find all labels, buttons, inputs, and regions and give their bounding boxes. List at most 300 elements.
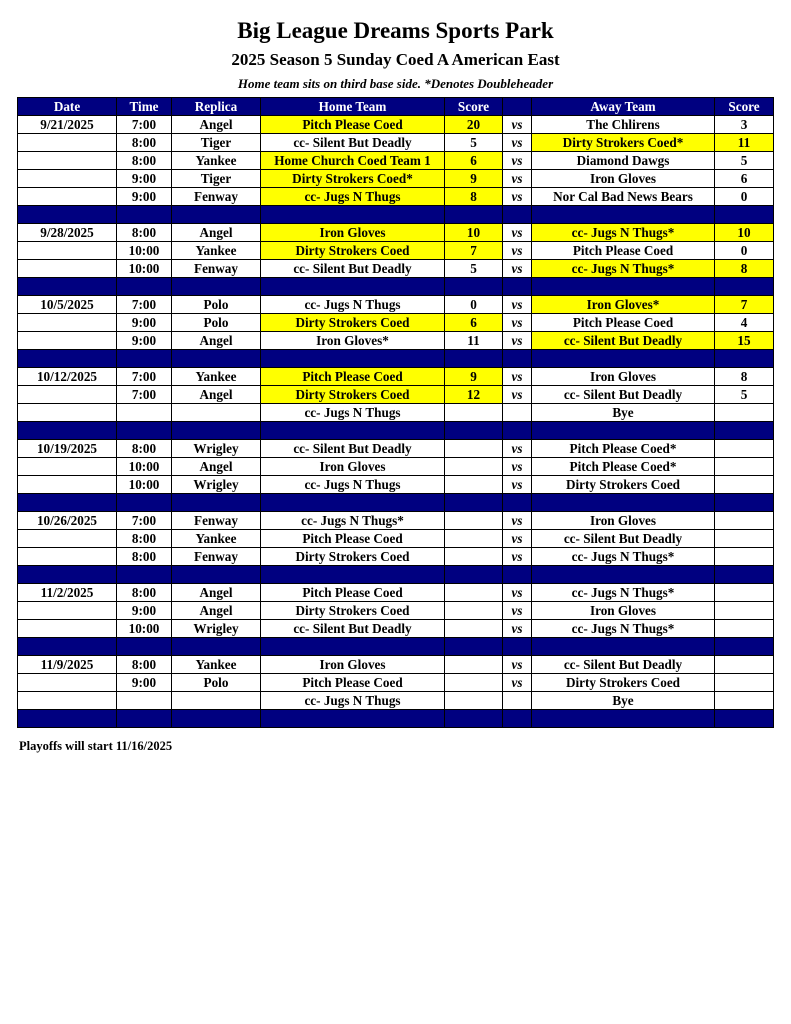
separator-cell — [445, 278, 503, 296]
home-score-cell — [445, 548, 503, 566]
away-team-cell: cc- Silent But Deadly — [532, 656, 715, 674]
replica-cell: Fenway — [172, 512, 261, 530]
table-row — [18, 368, 774, 386]
vs-cell: vs — [503, 260, 532, 278]
away-team-cell: Iron Gloves — [532, 170, 715, 188]
time-cell: 8:00 — [117, 152, 172, 170]
home-team-cell: Pitch Please Coed — [261, 116, 445, 134]
replica-cell — [172, 404, 261, 422]
away-score-cell — [715, 548, 774, 566]
vs-cell: vs — [503, 116, 532, 134]
date-cell — [18, 170, 117, 188]
separator-cell — [503, 206, 532, 224]
home-score-cell — [445, 512, 503, 530]
separator-cell — [18, 566, 117, 584]
separator-cell — [503, 638, 532, 656]
away-score-cell — [715, 440, 774, 458]
away-score-cell — [715, 512, 774, 530]
separator-cell — [715, 278, 774, 296]
separator-cell — [18, 350, 117, 368]
vs-cell: vs — [503, 656, 532, 674]
away-team-cell: cc- Jugs N Thugs* — [532, 260, 715, 278]
home-team-cell: Pitch Please Coed — [261, 368, 445, 386]
table-row — [18, 584, 774, 602]
separator-cell — [117, 206, 172, 224]
vs-cell: vs — [503, 620, 532, 638]
replica-cell: Angel — [172, 116, 261, 134]
home-team-cell: Home Church Coed Team 1 — [261, 152, 445, 170]
home-score-cell: 0 — [445, 296, 503, 314]
separator-cell — [503, 350, 532, 368]
home-team-cell: Iron Gloves — [261, 656, 445, 674]
separator-cell — [445, 566, 503, 584]
time-cell: 10:00 — [117, 242, 172, 260]
replica-cell: Angel — [172, 386, 261, 404]
home-team-cell: cc- Jugs N Thugs — [261, 188, 445, 206]
separator-cell — [172, 566, 261, 584]
header-row — [18, 98, 774, 116]
replica-cell: Angel — [172, 458, 261, 476]
away-team-cell: Bye — [532, 692, 715, 710]
separator-cell — [261, 494, 445, 512]
separator-cell — [532, 566, 715, 584]
away-team-cell: cc- Silent But Deadly — [532, 530, 715, 548]
replica-cell: Polo — [172, 296, 261, 314]
away-score-cell: 3 — [715, 116, 774, 134]
away-team-cell: cc- Silent But Deadly — [532, 386, 715, 404]
away-score-cell: 6 — [715, 170, 774, 188]
date-cell — [18, 530, 117, 548]
date-cell — [18, 602, 117, 620]
date-cell: 10/5/2025 — [18, 296, 117, 314]
date-cell — [18, 458, 117, 476]
away-team-cell: cc- Silent But Deadly — [532, 332, 715, 350]
vs-cell — [503, 404, 532, 422]
away-team-cell: Iron Gloves — [532, 512, 715, 530]
time-cell — [117, 404, 172, 422]
separator-cell — [445, 350, 503, 368]
vs-cell: vs — [503, 548, 532, 566]
vs-cell: vs — [503, 188, 532, 206]
away-team-cell: Pitch Please Coed* — [532, 458, 715, 476]
time-cell: 7:00 — [117, 116, 172, 134]
time-cell: 7:00 — [117, 386, 172, 404]
time-cell: 8:00 — [117, 224, 172, 242]
separator-cell — [18, 422, 117, 440]
table-row — [18, 242, 774, 260]
date-cell: 10/26/2025 — [18, 512, 117, 530]
table-row — [18, 530, 774, 548]
separator-cell — [117, 566, 172, 584]
date-cell — [18, 314, 117, 332]
time-cell: 10:00 — [117, 260, 172, 278]
home-score-cell: 8 — [445, 188, 503, 206]
separator-cell — [117, 350, 172, 368]
separator-cell — [18, 638, 117, 656]
separator-cell — [503, 422, 532, 440]
date-cell — [18, 386, 117, 404]
separator-cell — [261, 710, 445, 728]
separator-cell — [172, 638, 261, 656]
week-separator — [18, 710, 774, 728]
home-team-cell: Dirty Strokers Coed — [261, 548, 445, 566]
home-team-cell: Pitch Please Coed — [261, 584, 445, 602]
table-row — [18, 134, 774, 152]
page-note: Home team sits on third base side. *Denotes Doubleheader — [237, 76, 554, 91]
table-row — [18, 512, 774, 530]
table-row — [18, 458, 774, 476]
table-row — [18, 404, 774, 422]
away-score-cell: 8 — [715, 260, 774, 278]
table-row — [18, 620, 774, 638]
time-cell: 9:00 — [117, 314, 172, 332]
date-cell — [18, 152, 117, 170]
home-team-cell: cc- Jugs N Thugs — [261, 692, 445, 710]
home-score-cell — [445, 674, 503, 692]
time-cell: 7:00 — [117, 296, 172, 314]
time-cell: 9:00 — [117, 674, 172, 692]
replica-cell: Yankee — [172, 368, 261, 386]
table-row — [18, 548, 774, 566]
time-cell: 8:00 — [117, 656, 172, 674]
date-cell: 11/9/2025 — [18, 656, 117, 674]
away-score-cell: 5 — [715, 152, 774, 170]
table-row — [18, 602, 774, 620]
replica-cell: Fenway — [172, 260, 261, 278]
table-row — [18, 188, 774, 206]
separator-cell — [445, 638, 503, 656]
separator-cell — [18, 710, 117, 728]
vs-cell: vs — [503, 440, 532, 458]
col-home-score: Score — [445, 98, 503, 116]
time-cell — [117, 692, 172, 710]
separator-cell — [532, 638, 715, 656]
replica-cell: Yankee — [172, 656, 261, 674]
col-home-team: Home Team — [261, 98, 445, 116]
away-score-cell — [715, 530, 774, 548]
date-cell — [18, 188, 117, 206]
table-row — [18, 170, 774, 188]
away-score-cell — [715, 602, 774, 620]
vs-cell: vs — [503, 386, 532, 404]
time-cell: 8:00 — [117, 584, 172, 602]
date-cell — [18, 620, 117, 638]
away-score-cell — [715, 620, 774, 638]
vs-cell: vs — [503, 134, 532, 152]
away-team-cell: Pitch Please Coed — [532, 314, 715, 332]
time-cell: 7:00 — [117, 512, 172, 530]
replica-cell: Polo — [172, 314, 261, 332]
vs-cell: vs — [503, 242, 532, 260]
away-score-cell: 5 — [715, 386, 774, 404]
time-cell: 9:00 — [117, 332, 172, 350]
away-score-cell: 0 — [715, 242, 774, 260]
schedule-table — [17, 97, 774, 728]
time-cell: 8:00 — [117, 530, 172, 548]
separator-cell — [18, 494, 117, 512]
week-separator — [18, 350, 774, 368]
home-team-cell: Iron Gloves — [261, 224, 445, 242]
table-row — [18, 674, 774, 692]
vs-cell: vs — [503, 368, 532, 386]
replica-cell: Fenway — [172, 548, 261, 566]
home-score-cell — [445, 458, 503, 476]
home-score-cell: 11 — [445, 332, 503, 350]
separator-cell — [172, 710, 261, 728]
time-cell: 9:00 — [117, 188, 172, 206]
home-team-cell: cc- Silent But Deadly — [261, 260, 445, 278]
date-cell: 10/12/2025 — [18, 368, 117, 386]
separator-cell — [261, 638, 445, 656]
separator-cell — [261, 206, 445, 224]
home-score-cell: 9 — [445, 170, 503, 188]
away-score-cell: 10 — [715, 224, 774, 242]
table-row — [18, 296, 774, 314]
time-cell: 9:00 — [117, 602, 172, 620]
date-cell — [18, 674, 117, 692]
home-team-cell: Iron Gloves* — [261, 332, 445, 350]
away-score-cell: 4 — [715, 314, 774, 332]
replica-cell: Angel — [172, 332, 261, 350]
home-team-cell: Dirty Strokers Coed* — [261, 170, 445, 188]
vs-cell: vs — [503, 170, 532, 188]
page-subtitle: 2025 Season 5 Sunday Coed A American East — [231, 50, 560, 69]
replica-cell: Yankee — [172, 152, 261, 170]
vs-cell: vs — [503, 602, 532, 620]
separator-cell — [445, 494, 503, 512]
home-score-cell — [445, 692, 503, 710]
separator-cell — [261, 566, 445, 584]
col-replica: Replica — [172, 98, 261, 116]
table-row — [18, 260, 774, 278]
away-team-cell: Dirty Strokers Coed* — [532, 134, 715, 152]
home-team-cell: Pitch Please Coed — [261, 674, 445, 692]
separator-cell — [117, 638, 172, 656]
separator-cell — [445, 710, 503, 728]
separator-cell — [445, 206, 503, 224]
replica-cell: Tiger — [172, 170, 261, 188]
separator-cell — [172, 278, 261, 296]
separator-cell — [503, 566, 532, 584]
table-row — [18, 314, 774, 332]
separator-cell — [715, 350, 774, 368]
away-team-cell: Dirty Strokers Coed — [532, 476, 715, 494]
separator-cell — [172, 350, 261, 368]
replica-cell: Wrigley — [172, 440, 261, 458]
separator-cell — [117, 278, 172, 296]
week-separator — [18, 206, 774, 224]
vs-cell: vs — [503, 512, 532, 530]
away-team-cell: Bye — [532, 404, 715, 422]
replica-cell — [172, 692, 261, 710]
away-score-cell: 0 — [715, 188, 774, 206]
home-score-cell — [445, 656, 503, 674]
separator-cell — [715, 638, 774, 656]
vs-cell: vs — [503, 458, 532, 476]
home-score-cell: 5 — [445, 134, 503, 152]
date-cell: 9/28/2025 — [18, 224, 117, 242]
replica-cell: Yankee — [172, 530, 261, 548]
away-score-cell: 11 — [715, 134, 774, 152]
col-away-team: Away Team — [532, 98, 715, 116]
separator-cell — [117, 710, 172, 728]
week-separator — [18, 638, 774, 656]
separator-cell — [503, 710, 532, 728]
home-team-cell: Dirty Strokers Coed — [261, 314, 445, 332]
separator-cell — [532, 206, 715, 224]
away-team-cell: Iron Gloves — [532, 602, 715, 620]
away-score-cell — [715, 692, 774, 710]
home-team-cell: Dirty Strokers Coed — [261, 602, 445, 620]
away-team-cell: Pitch Please Coed* — [532, 440, 715, 458]
table-row — [18, 476, 774, 494]
date-cell: 10/19/2025 — [18, 440, 117, 458]
separator-cell — [261, 350, 445, 368]
home-score-cell: 20 — [445, 116, 503, 134]
time-cell: 8:00 — [117, 548, 172, 566]
separator-cell — [445, 422, 503, 440]
vs-cell: vs — [503, 530, 532, 548]
separator-cell — [715, 422, 774, 440]
replica-cell: Angel — [172, 224, 261, 242]
time-cell: 7:00 — [117, 368, 172, 386]
vs-cell: vs — [503, 674, 532, 692]
home-score-cell — [445, 404, 503, 422]
date-cell — [18, 476, 117, 494]
home-score-cell: 12 — [445, 386, 503, 404]
separator-cell — [715, 494, 774, 512]
table-row — [18, 692, 774, 710]
away-team-cell: Iron Gloves — [532, 368, 715, 386]
home-score-cell — [445, 602, 503, 620]
col-date: Date — [18, 98, 117, 116]
home-score-cell — [445, 620, 503, 638]
separator-cell — [503, 494, 532, 512]
time-cell: 9:00 — [117, 170, 172, 188]
away-team-cell: cc- Jugs N Thugs* — [532, 620, 715, 638]
away-score-cell — [715, 584, 774, 602]
col-away-score: Score — [715, 98, 774, 116]
separator-cell — [532, 350, 715, 368]
replica-cell: Fenway — [172, 188, 261, 206]
separator-cell — [503, 278, 532, 296]
table-row — [18, 440, 774, 458]
home-score-cell: 10 — [445, 224, 503, 242]
replica-cell: Tiger — [172, 134, 261, 152]
separator-cell — [715, 206, 774, 224]
table-row — [18, 332, 774, 350]
home-team-cell: cc- Silent But Deadly — [261, 620, 445, 638]
separator-cell — [18, 206, 117, 224]
date-cell — [18, 134, 117, 152]
col-time: Time — [117, 98, 172, 116]
replica-cell: Polo — [172, 674, 261, 692]
home-score-cell — [445, 440, 503, 458]
home-team-cell: Dirty Strokers Coed — [261, 242, 445, 260]
page-title: Big League Dreams Sports Park — [237, 18, 554, 43]
home-team-cell: cc- Silent But Deadly — [261, 440, 445, 458]
replica-cell: Angel — [172, 602, 261, 620]
separator-cell — [715, 566, 774, 584]
away-team-cell: Pitch Please Coed — [532, 242, 715, 260]
separator-cell — [18, 278, 117, 296]
time-cell: 10:00 — [117, 476, 172, 494]
replica-cell: Wrigley — [172, 620, 261, 638]
table-row — [18, 656, 774, 674]
replica-cell: Angel — [172, 584, 261, 602]
week-separator — [18, 422, 774, 440]
away-team-cell: cc- Jugs N Thugs* — [532, 224, 715, 242]
home-score-cell: 9 — [445, 368, 503, 386]
date-cell — [18, 548, 117, 566]
time-cell: 10:00 — [117, 620, 172, 638]
away-team-cell: Diamond Dawgs — [532, 152, 715, 170]
table-row — [18, 224, 774, 242]
replica-cell: Wrigley — [172, 476, 261, 494]
week-separator — [18, 278, 774, 296]
away-score-cell: 8 — [715, 368, 774, 386]
table-row — [18, 152, 774, 170]
away-score-cell — [715, 404, 774, 422]
vs-cell: vs — [503, 224, 532, 242]
separator-cell — [715, 710, 774, 728]
date-cell — [18, 332, 117, 350]
date-cell: 11/2/2025 — [18, 584, 117, 602]
separator-cell — [532, 494, 715, 512]
date-cell — [18, 260, 117, 278]
home-score-cell: 7 — [445, 242, 503, 260]
date-cell — [18, 404, 117, 422]
home-score-cell: 6 — [445, 152, 503, 170]
vs-cell: vs — [503, 476, 532, 494]
away-team-cell: The Chlirens — [532, 116, 715, 134]
separator-cell — [532, 422, 715, 440]
away-team-cell: cc- Jugs N Thugs* — [532, 548, 715, 566]
vs-cell: vs — [503, 584, 532, 602]
vs-cell: vs — [503, 332, 532, 350]
separator-cell — [117, 494, 172, 512]
vs-cell — [503, 692, 532, 710]
date-cell — [18, 242, 117, 260]
away-team-cell: Iron Gloves* — [532, 296, 715, 314]
date-cell: 9/21/2025 — [18, 116, 117, 134]
separator-cell — [172, 206, 261, 224]
table-row — [18, 386, 774, 404]
home-score-cell — [445, 584, 503, 602]
vs-cell: vs — [503, 152, 532, 170]
home-team-cell: cc- Jugs N Thugs — [261, 296, 445, 314]
time-cell: 8:00 — [117, 134, 172, 152]
home-team-cell: cc- Jugs N Thugs* — [261, 512, 445, 530]
away-score-cell: 15 — [715, 332, 774, 350]
away-score-cell: 7 — [715, 296, 774, 314]
home-team-cell: Pitch Please Coed — [261, 530, 445, 548]
home-team-cell: cc- Jugs N Thugs — [261, 404, 445, 422]
separator-cell — [532, 278, 715, 296]
away-score-cell — [715, 656, 774, 674]
date-cell — [18, 692, 117, 710]
replica-cell: Yankee — [172, 242, 261, 260]
home-team-cell: Dirty Strokers Coed — [261, 386, 445, 404]
table-row — [18, 116, 774, 134]
away-score-cell — [715, 458, 774, 476]
home-score-cell — [445, 476, 503, 494]
week-separator — [18, 566, 774, 584]
away-team-cell: Nor Cal Bad News Bears — [532, 188, 715, 206]
separator-cell — [261, 278, 445, 296]
separator-cell — [532, 710, 715, 728]
home-score-cell: 5 — [445, 260, 503, 278]
